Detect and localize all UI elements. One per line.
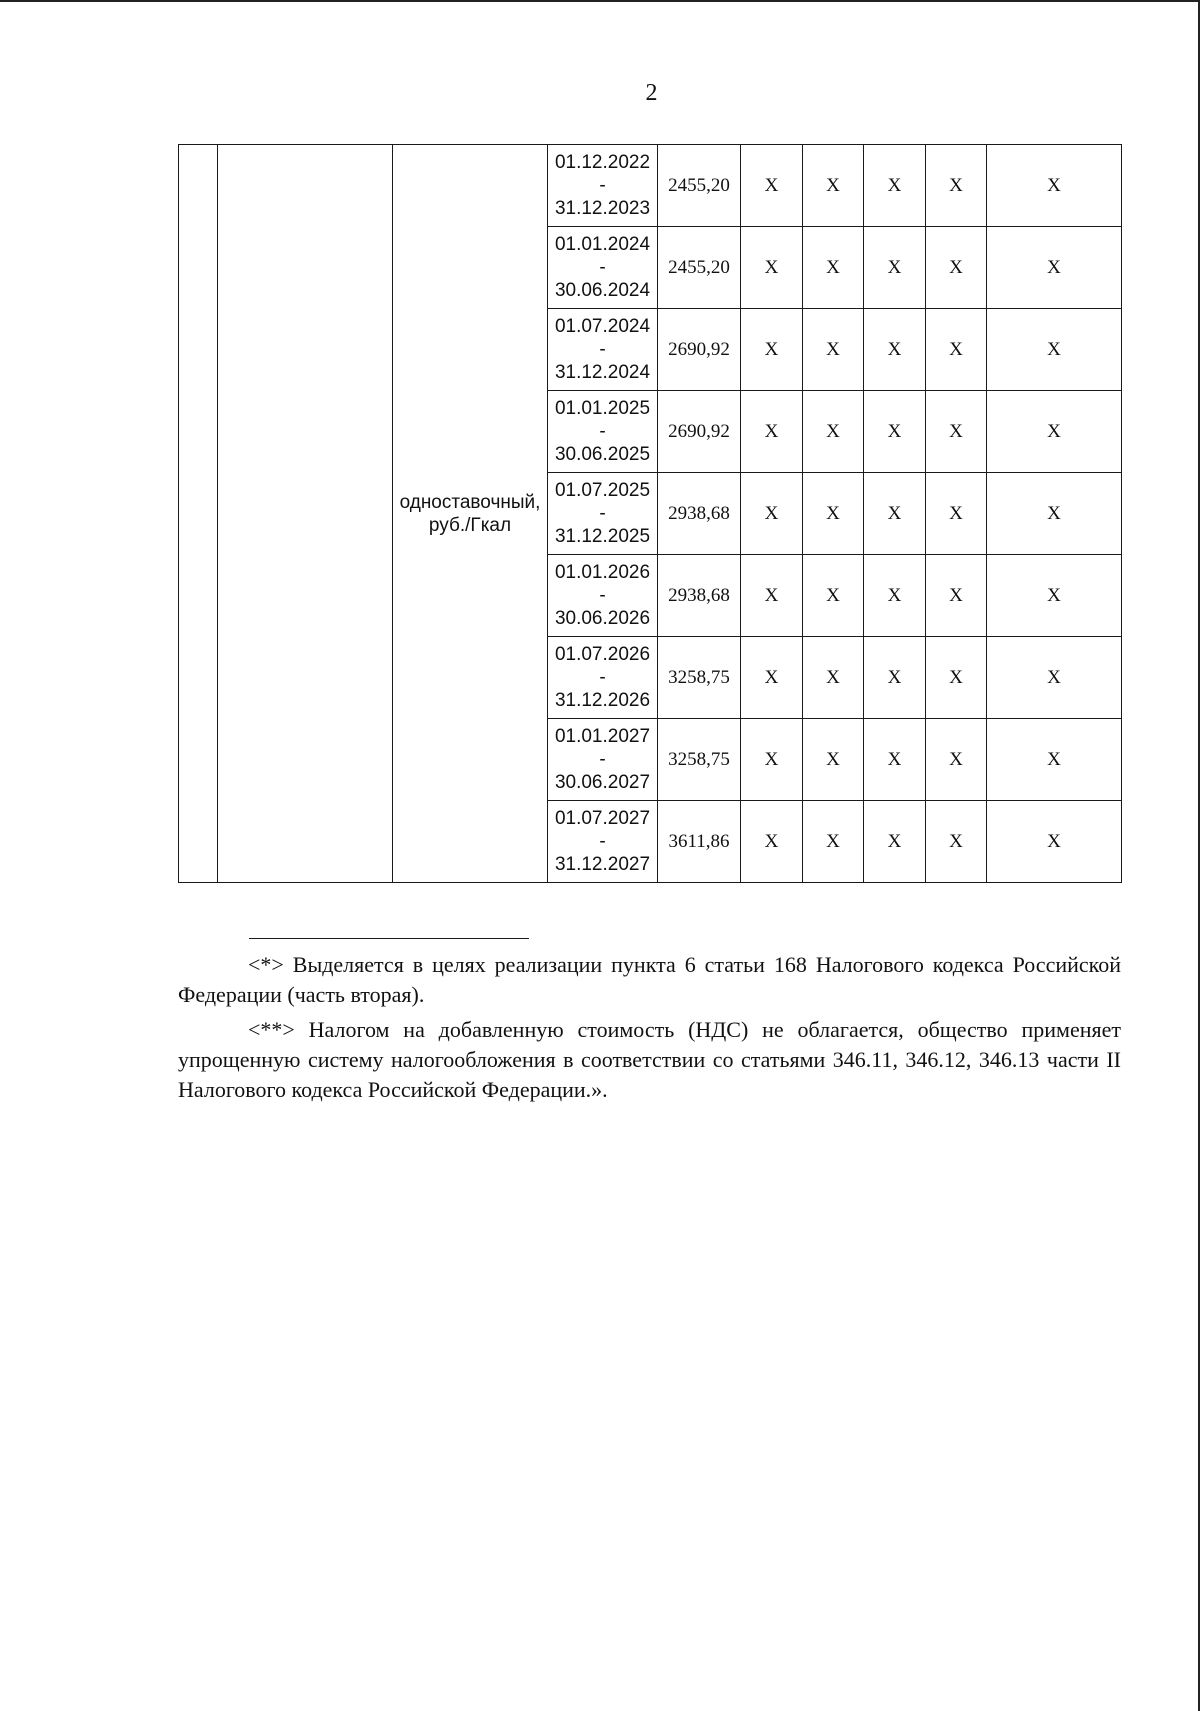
not-applicable-mark: X bbox=[803, 719, 864, 801]
not-applicable-mark: X bbox=[926, 391, 987, 473]
table-row bbox=[179, 145, 1122, 227]
not-applicable-mark: X bbox=[987, 391, 1122, 473]
row-number-cell bbox=[179, 145, 218, 883]
period-cell bbox=[548, 227, 658, 309]
price-cell: 2938,68 bbox=[658, 473, 741, 555]
footnote-1: <*> Выделяется в целях реализации пункта 6 статьи 168 Налогового кодекса Российской Федерации (часть вторая). bbox=[178, 952, 1121, 1007]
footnote-2: <**> Налогом на добавленную стоимость (НДС) не облагается, общество применяет упрощенную систему налогообложения в соответствии со статьями 346.11, 346.12, 346.13 части II Налогового кодекса Российской Федерации.». bbox=[178, 1017, 1121, 1102]
price-cell: 3611,86 bbox=[658, 801, 741, 883]
period-dash: - bbox=[599, 749, 606, 770]
not-applicable-mark: X bbox=[741, 719, 803, 801]
period-cell bbox=[548, 391, 658, 473]
period-dash: - bbox=[599, 339, 606, 360]
not-applicable-mark: X bbox=[741, 145, 803, 227]
price-cell: 2938,68 bbox=[658, 555, 741, 637]
period-from: 01.07.2024 bbox=[554, 316, 651, 337]
not-applicable-mark: X bbox=[987, 227, 1122, 309]
period-from: 01.07.2025 bbox=[554, 480, 651, 501]
price-cell: 2690,92 bbox=[658, 391, 741, 473]
period-cell bbox=[548, 719, 658, 801]
period-from: 01.01.2025 bbox=[554, 398, 651, 419]
not-applicable-mark: X bbox=[864, 555, 926, 637]
period-to: 30.06.2027 bbox=[554, 772, 651, 793]
not-applicable-mark: X bbox=[926, 719, 987, 801]
not-applicable-mark: X bbox=[926, 801, 987, 883]
period-dash: - bbox=[599, 585, 606, 606]
not-applicable-mark: X bbox=[987, 555, 1122, 637]
not-applicable-mark: X bbox=[864, 801, 926, 883]
period-from: 01.07.2026 bbox=[554, 644, 651, 665]
not-applicable-mark: X bbox=[987, 637, 1122, 719]
not-applicable-mark: X bbox=[926, 145, 987, 227]
price-cell: 2455,20 bbox=[658, 227, 741, 309]
not-applicable-mark: X bbox=[987, 719, 1122, 801]
tariff-table-body bbox=[179, 145, 1122, 883]
not-applicable-mark: X bbox=[741, 391, 803, 473]
tariff-table bbox=[178, 144, 1122, 883]
not-applicable-mark: X bbox=[803, 473, 864, 555]
not-applicable-mark: X bbox=[741, 801, 803, 883]
period-to: 31.12.2023 bbox=[554, 198, 651, 219]
period-to: 31.12.2024 bbox=[554, 362, 651, 383]
not-applicable-mark: X bbox=[987, 473, 1122, 555]
price-cell: 3258,75 bbox=[658, 719, 741, 801]
not-applicable-mark: X bbox=[864, 719, 926, 801]
not-applicable-mark: X bbox=[803, 227, 864, 309]
not-applicable-mark: X bbox=[741, 637, 803, 719]
not-applicable-mark: X bbox=[864, 309, 926, 391]
period-dash: - bbox=[599, 667, 606, 688]
not-applicable-mark: X bbox=[864, 145, 926, 227]
not-applicable-mark: X bbox=[926, 555, 987, 637]
not-applicable-mark: X bbox=[803, 555, 864, 637]
period-to: 30.06.2026 bbox=[554, 608, 651, 629]
period-to: 31.12.2025 bbox=[554, 526, 651, 547]
not-applicable-mark: X bbox=[741, 473, 803, 555]
not-applicable-mark: X bbox=[741, 309, 803, 391]
footnote-separator bbox=[249, 938, 529, 939]
not-applicable-mark: X bbox=[864, 391, 926, 473]
period-cell bbox=[548, 801, 658, 883]
period-from: 01.01.2024 bbox=[554, 234, 651, 255]
not-applicable-mark: X bbox=[803, 309, 864, 391]
period-to: 30.06.2025 bbox=[554, 444, 651, 465]
period-from: 01.01.2027 bbox=[554, 726, 651, 747]
period-to: 31.12.2026 bbox=[554, 690, 651, 711]
price-cell: 2690,92 bbox=[658, 309, 741, 391]
not-applicable-mark: X bbox=[864, 473, 926, 555]
not-applicable-mark: X bbox=[803, 637, 864, 719]
period-dash: - bbox=[599, 503, 606, 524]
period-dash: - bbox=[599, 257, 606, 278]
period-from: 01.01.2026 bbox=[554, 562, 651, 583]
scan-edge-top bbox=[0, 0, 1200, 2]
period-cell bbox=[548, 309, 658, 391]
not-applicable-mark: X bbox=[987, 145, 1122, 227]
not-applicable-mark: X bbox=[987, 801, 1122, 883]
price-cell: 3258,75 bbox=[658, 637, 741, 719]
price-cell: 2455,20 bbox=[658, 145, 741, 227]
footnotes bbox=[178, 950, 1121, 1110]
period-cell bbox=[548, 473, 658, 555]
not-applicable-mark: X bbox=[926, 637, 987, 719]
not-applicable-mark: X bbox=[926, 309, 987, 391]
not-applicable-mark: X bbox=[926, 473, 987, 555]
period-to: 30.06.2024 bbox=[554, 280, 651, 301]
not-applicable-mark: X bbox=[864, 637, 926, 719]
not-applicable-mark: X bbox=[803, 391, 864, 473]
not-applicable-mark: X bbox=[803, 801, 864, 883]
not-applicable-mark: X bbox=[741, 227, 803, 309]
period-to: 31.12.2027 bbox=[554, 854, 651, 875]
period-dash: - bbox=[599, 831, 606, 852]
period-cell bbox=[548, 145, 658, 227]
not-applicable-mark: X bbox=[926, 227, 987, 309]
not-applicable-mark: X bbox=[864, 227, 926, 309]
not-applicable-mark: X bbox=[803, 145, 864, 227]
period-from: 01.07.2027 bbox=[554, 808, 651, 829]
period-dash: - bbox=[599, 175, 606, 196]
period-cell bbox=[548, 637, 658, 719]
not-applicable-mark: X bbox=[741, 555, 803, 637]
tariff-unit-cell: одноставочный, руб./Гкал bbox=[393, 145, 548, 883]
not-applicable-mark: X bbox=[987, 309, 1122, 391]
page-number: 2 bbox=[645, 80, 658, 106]
period-from: 01.12.2022 bbox=[554, 152, 651, 173]
organization-cell bbox=[218, 145, 393, 883]
period-dash: - bbox=[599, 421, 606, 442]
period-cell bbox=[548, 555, 658, 637]
